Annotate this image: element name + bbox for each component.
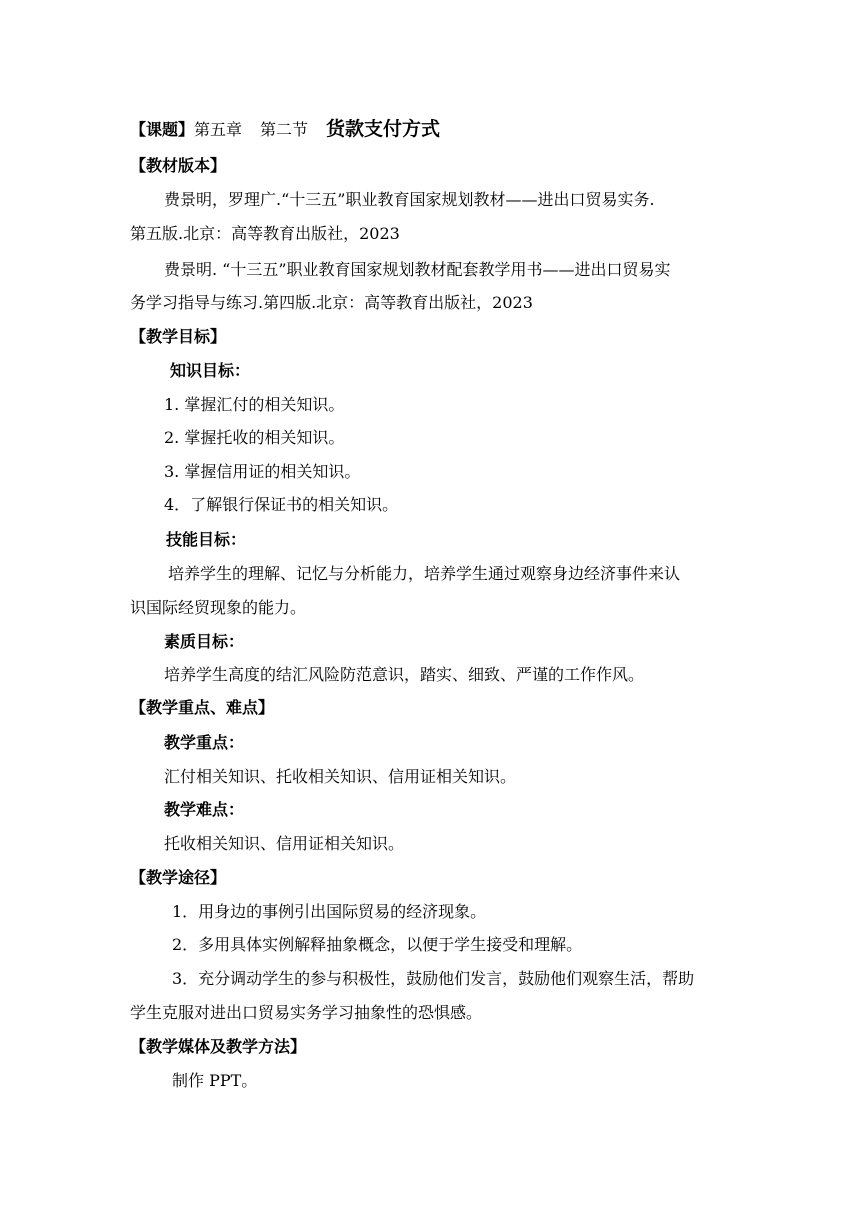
quality-objectives-label: 素质目标： [164, 632, 245, 651]
media-heading: 【教学媒体及教学方法】 [130, 1037, 307, 1056]
quality-text: 培养学生高度的结汇风险防范意识，踏实、细致、严谨的工作作风。 [164, 665, 645, 684]
approach-item-2: 2．多用具体实例解释抽象概念，以便于学生接受和理解。 [172, 935, 583, 954]
approach-item-1: 1．用身边的事例引出国际贸易的经济现象。 [172, 902, 487, 921]
media-text: 制作 PPT。 [172, 1071, 258, 1090]
knowledge-item-1: 1. 掌握汇付的相关知识。 [164, 395, 345, 414]
textbook-ref1-line1: 费景明，罗理广.“十三五”职业教育国家规划教材——进出口贸易实务. [164, 190, 655, 209]
difficulty-text: 托收相关知识、信用证相关知识。 [164, 834, 405, 853]
difficulty-label: 教学难点： [164, 800, 245, 819]
textbook-ref2-line2: 务学习指导与练习.第四版.北京：高等教育出版社，2023 [130, 293, 533, 312]
knowledge-item-4: 4．了解银行保证书的相关知识。 [164, 495, 399, 514]
objectives-heading: 【教学目标】 [130, 327, 227, 346]
lesson-topic: 货款支付方式 [326, 118, 441, 140]
chapter-text: 第五章 [194, 120, 243, 139]
key-points-heading: 【教学重点、难点】 [130, 698, 275, 717]
skill-objectives-label: 技能目标： [166, 530, 247, 549]
textbook-ref2-line1: 费景明. “十三五”职业教育国家规划教材配套教学用书——进出口贸易实 [164, 260, 671, 279]
lesson-title-label: 【课题】 [130, 120, 195, 139]
skill-text-line1: 培养学生的理解、记忆与分析能力，培养学生通过观察身边经济事件来认 [168, 564, 681, 583]
skill-text-line2: 识国际经贸现象的能力。 [130, 598, 307, 617]
approach-item-3-line1: 3．充分调动学生的参与积极性，鼓励他们发言，鼓励他们观察生活，帮助 [172, 969, 695, 988]
section-text: 第二节 [260, 120, 309, 139]
knowledge-objectives-label: 知识目标： [170, 361, 251, 380]
lesson-title-line [130, 118, 440, 141]
knowledge-item-3: 3. 掌握信用证的相关知识。 [164, 462, 361, 481]
approach-item-3-line2: 学生克服对进出口贸易实务学习抽象性的恐惧感。 [130, 1003, 483, 1022]
textbook-heading: 【教材版本】 [130, 156, 227, 175]
focus-label: 教学重点： [164, 733, 245, 752]
knowledge-item-2: 2. 掌握托收的相关知识。 [164, 428, 345, 447]
approach-heading: 【教学途径】 [130, 868, 227, 887]
focus-text: 汇付相关知识、托收相关知识、信用证相关知识。 [164, 767, 517, 786]
textbook-ref1-line2: 第五版.北京：高等教育出版社，2023 [130, 224, 400, 243]
